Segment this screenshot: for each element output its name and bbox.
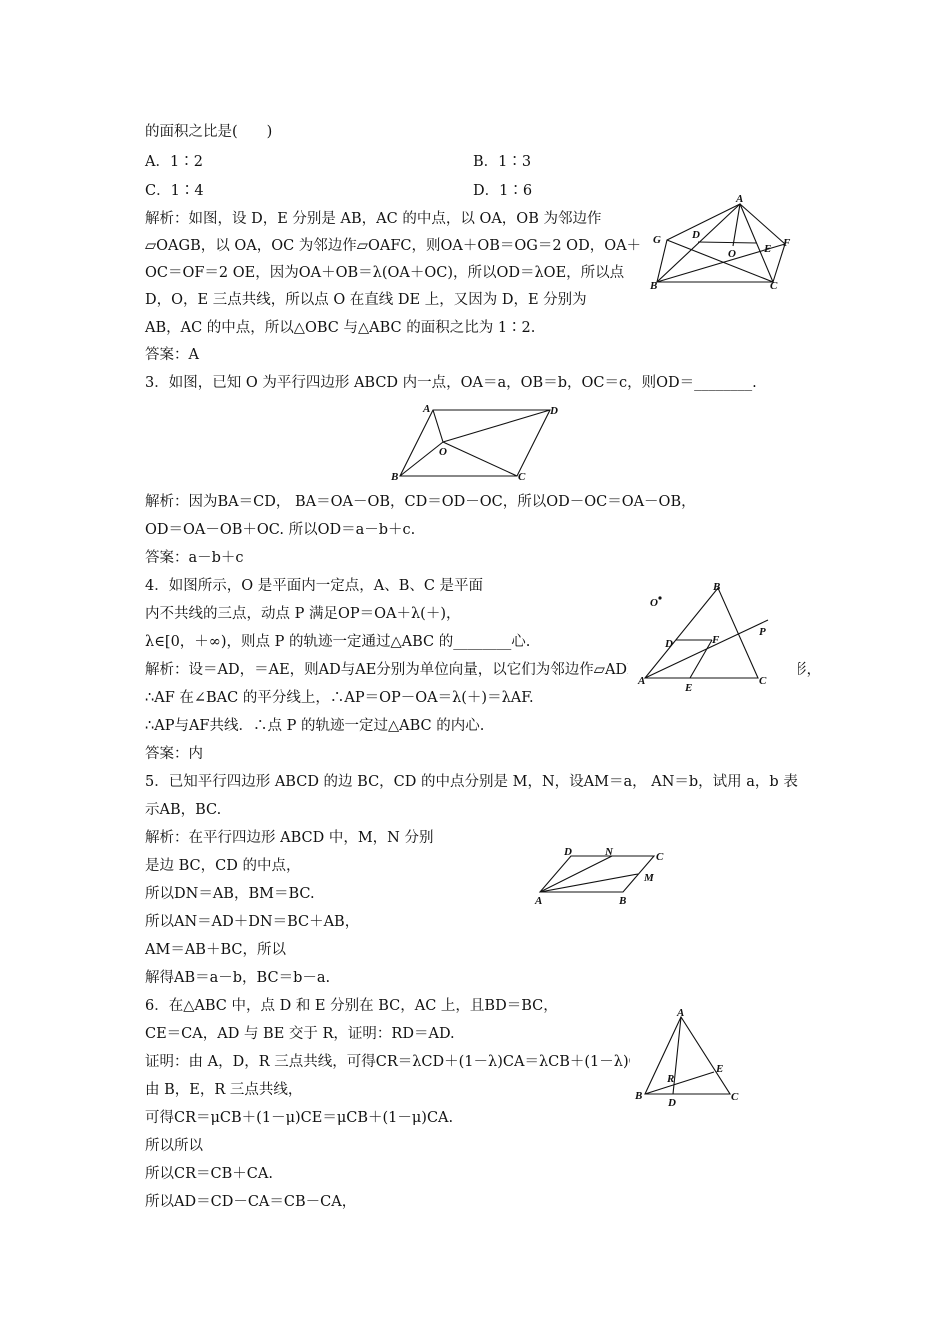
text-line: OD＝OA－OB＋OC. 所以OD＝a－b＋c.: [145, 522, 416, 538]
label-b: B: [635, 1090, 643, 1102]
text-line: 解析：设＝AD，＝AE，则AD与AE分别为单位向量，以它们为邻边作▱ADFE，则四边形ADFE为菱形，: [145, 662, 821, 678]
label-a: A: [423, 403, 431, 415]
label-d: D: [564, 846, 572, 858]
option-a: A．1∶2: [145, 154, 203, 170]
option-b: B．1∶3: [473, 154, 532, 170]
label-a: A: [736, 193, 744, 205]
answer: 答案：A: [145, 347, 199, 363]
label-o: O: [650, 597, 658, 609]
question-3: 3．如图，已知 O 为平行四边形 ABCD 内一点，OA＝a，OB＝b，OC＝c，则OD＝________.: [145, 375, 757, 391]
text-line: 所以所以: [145, 1138, 203, 1154]
figure-triangle-parallelograms: [640, 190, 800, 300]
question-6: 6．在△ABC 中，点 D 和 E 分别在 BC，AC 上，且BD＝BC，: [145, 998, 558, 1014]
text-line: 所以DN＝AB，BM＝BC.: [145, 886, 315, 902]
label-n: N: [605, 846, 613, 858]
label-e: E: [685, 682, 693, 694]
figure-parallelogram-point-o: [385, 398, 565, 488]
text-line: 是边 BC，CD 的中点，: [145, 858, 301, 874]
text-line: 由 B，E，R 三点共线，: [145, 1082, 303, 1098]
text-line: 解析：因为BA＝CD， BA＝OA－OB，CD＝OD－OC，所以OD－OC＝OA－OB，: [145, 494, 696, 510]
text-line: AB，AC 的中点，所以△OBC 与△ABC 的面积之比为 1∶2.: [145, 320, 536, 336]
text-line: 证明：由 A，D，R 三点共线，可得CR＝λCD＋(1－λ)CA＝λCB＋(1－λ)CA.: [145, 1054, 655, 1070]
text-line: ∴AP与AF共线．∴点 P 的轨迹一定过△ABC 的内心.: [145, 718, 485, 734]
text-line: λ∈[0，＋∞)，则点 P 的轨迹一定通过△ABC 的________心.: [145, 634, 531, 650]
text-line: 解析：在平行四边形 ABCD 中，M，N 分别: [145, 830, 434, 846]
option-c: C．1∶4: [145, 183, 204, 199]
label-f: F: [712, 634, 720, 646]
label-e: E: [764, 243, 772, 255]
label-r: R: [667, 1073, 675, 1085]
label-o: O: [439, 446, 447, 458]
text-line: OC＝OF＝2 OE，因为OA＋OB＝λ(OA＋OC)，所以OD＝λOE，所以点: [145, 265, 625, 281]
text-line: 所以AD＝CD－CA＝CB－CA，: [145, 1194, 357, 1210]
label-e: E: [716, 1063, 724, 1075]
label-b: B: [619, 895, 627, 907]
label-b: B: [650, 280, 658, 292]
text-line: 所以AN＝AD＋DN＝BC＋AB，: [145, 914, 360, 930]
label-g: G: [653, 234, 661, 246]
label-d: D: [550, 405, 558, 417]
label-a: A: [638, 675, 646, 687]
text-line: ∴AF 在∠BAC 的平分线上，∴AP＝OP－OA＝λ(＋)＝λAF.: [145, 690, 534, 706]
label-c: C: [518, 471, 526, 483]
label-c: C: [759, 675, 767, 687]
label-f: F: [783, 237, 791, 249]
label-p: P: [759, 626, 766, 638]
label-c: C: [731, 1091, 739, 1103]
label-b: B: [391, 471, 399, 483]
figure-triangle-cevians: [630, 1005, 760, 1115]
answer: 答案：a－b＋c: [145, 550, 244, 566]
label-a: A: [677, 1007, 685, 1019]
label-b: B: [713, 581, 721, 593]
text-line: ▱OAGB，以 OA，OC 为邻边作▱OAFC，则OA＋OB＝OG＝2 OD，OA＋: [145, 238, 642, 254]
label-c: C: [656, 851, 664, 863]
text-line: 所以CR＝CB＋CA.: [145, 1166, 273, 1182]
option-d: D．1∶6: [473, 183, 533, 199]
figure-incenter-triangle: [628, 572, 798, 697]
text-line: 解得AB＝a－b，BC＝b－a.: [145, 970, 331, 986]
question-4: 4．如图所示，O 是平面内一定点，A、B、C 是平面: [145, 578, 484, 594]
label-d: D: [692, 229, 700, 241]
label-d: D: [665, 638, 673, 650]
label-c: C: [770, 280, 778, 292]
label-d: D: [668, 1097, 676, 1109]
question-5: 5．已知平行四边形 ABCD 的边 BC，CD 的中点分别是 M，N，设AM＝a， AN＝b，试用 a，b 表: [145, 774, 798, 790]
label-o: O: [728, 248, 736, 260]
text-line: CE＝CA，AD 与 BE 交于 R，证明：RD＝AD.: [145, 1026, 455, 1042]
answer: 答案：内: [145, 746, 203, 762]
text-line: 的面积之比是( ): [145, 124, 273, 140]
text-line: 内不共线的三点，动点 P 满足OP＝OA＋λ(＋)，: [145, 606, 461, 622]
label-a: A: [535, 895, 543, 907]
text-line: AM＝AB＋BC，所以: [145, 942, 286, 958]
text-line: 解析：如图，设 D，E 分别是 AB，AC 的中点，以 OA，OB 为邻边作: [145, 211, 602, 227]
label-m: M: [644, 872, 654, 884]
text-line: D，O，E 三点共线，所以点 O 在直线 DE 上，又因为 D，E 分别为: [145, 292, 587, 308]
figure-parallelogram-midpoints: [530, 842, 680, 912]
text-line: 可得CR＝μCB＋(1－μ)CE＝μCB＋(1－μ)CA.: [145, 1110, 454, 1126]
text-line: 示AB，BC.: [145, 802, 222, 818]
